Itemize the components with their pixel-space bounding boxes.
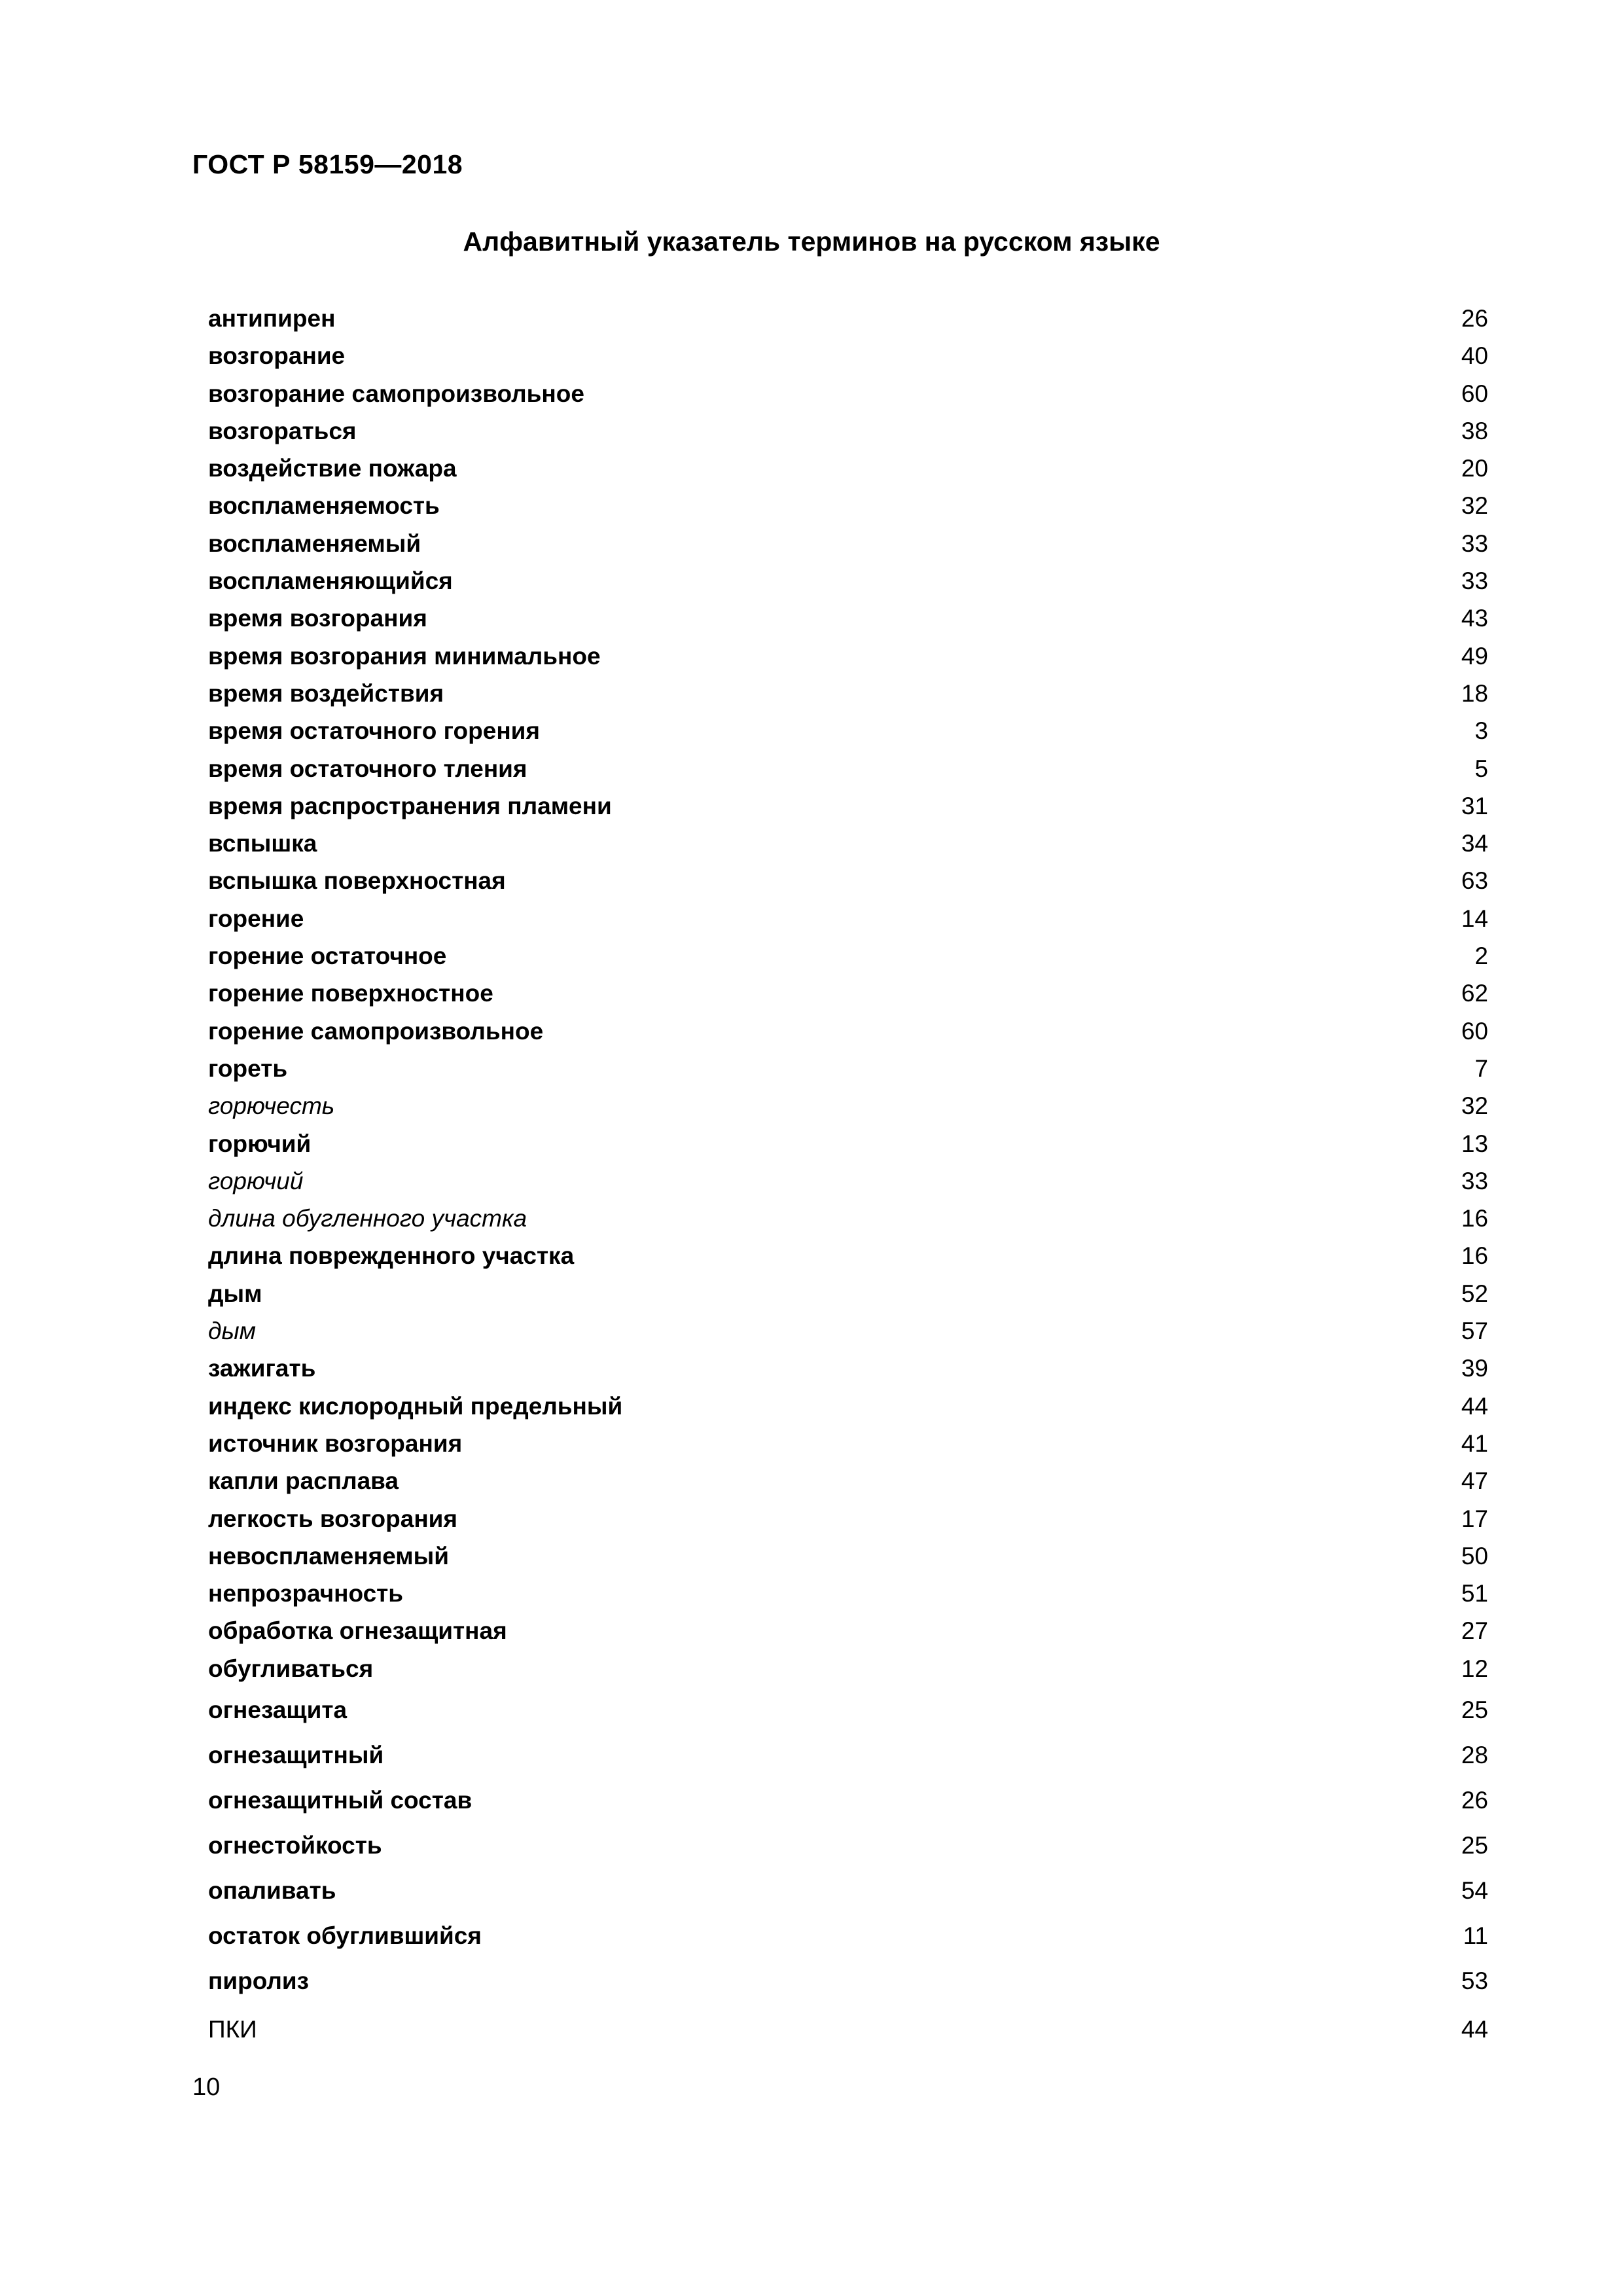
index-entry (208, 450, 1488, 487)
index-term: опаливать (208, 1876, 336, 1904)
index-entry (208, 937, 1488, 975)
index-term-reference: 60 (1461, 1017, 1488, 1045)
index-entry (208, 562, 1488, 600)
index-term-reference: 12 (1461, 1655, 1488, 1682)
index-entry (208, 1612, 1488, 1649)
index-term: вспышка поверхностная (208, 867, 506, 895)
index-term-reference: 44 (1461, 2015, 1488, 2043)
index-term: индекс кислородный предельный (208, 1392, 623, 1420)
index-entry (208, 750, 1488, 787)
index-term-reference: 27 (1461, 1617, 1488, 1645)
index-entry (208, 1823, 1488, 1868)
index-term: зажигать (208, 1355, 316, 1382)
index-term: огнезащитный (208, 1741, 384, 1768)
index-term: горючий (208, 1167, 304, 1194)
index-entry (208, 900, 1488, 937)
index-term-reference: 7 (1474, 1054, 1488, 1082)
index-entry (208, 1732, 1488, 1778)
index-term: горение поверхностное (208, 980, 493, 1007)
index-term: легкость возгорания (208, 1505, 458, 1532)
index-entry (208, 1125, 1488, 1162)
index-entry (208, 637, 1488, 675)
index-entry (208, 1575, 1488, 1612)
index-term: обугливаться (208, 1655, 374, 1682)
index-term-reference: 18 (1461, 679, 1488, 707)
index-term: капли расплава (208, 1467, 399, 1495)
index-term: время воздействия (208, 679, 444, 707)
index-term: гореть (208, 1054, 288, 1082)
index-term: возгорание самопроизвольное (208, 380, 584, 407)
page-number: 10 (192, 2073, 221, 2101)
index-term: антипирен (208, 305, 336, 332)
index-entry (208, 787, 1488, 825)
index-entry (208, 975, 1488, 1012)
index-term: горение остаточное (208, 942, 447, 970)
index-term: воспламеняемость (208, 492, 440, 520)
index-term-reference: 40 (1461, 342, 1488, 370)
index-term: невоспламеняемый (208, 1542, 449, 1570)
index-entry (208, 1500, 1488, 1537)
index-term: огнезащита (208, 1696, 348, 1723)
index-term: горючий (208, 1130, 312, 1157)
index-term-reference: 13 (1461, 1130, 1488, 1157)
index-term-reference: 41 (1461, 1429, 1488, 1457)
index-term-reference: 33 (1461, 1167, 1488, 1194)
index-term-reference: 28 (1461, 1741, 1488, 1768)
index-term-reference: 33 (1461, 529, 1488, 557)
index-entry (208, 1868, 1488, 1913)
index-term: горение (208, 905, 304, 932)
index-term-reference: 17 (1461, 1505, 1488, 1532)
index-term-reference: 44 (1461, 1392, 1488, 1420)
index-entry (208, 712, 1488, 749)
term-index-list (208, 300, 1488, 2056)
index-entry (208, 1312, 1488, 1350)
index-term-reference: 14 (1461, 905, 1488, 932)
index-term-reference: 38 (1461, 417, 1488, 444)
index-term: воспламеняющийся (208, 567, 453, 595)
index-term-reference: 62 (1461, 980, 1488, 1007)
index-entry (208, 1425, 1488, 1462)
index-term-reference: 49 (1461, 642, 1488, 670)
index-term: время возгорания минимальное (208, 642, 601, 670)
index-entry (208, 337, 1488, 374)
index-term: вспышка (208, 830, 317, 857)
index-term-reference: 26 (1461, 1786, 1488, 1814)
index-term-reference: 32 (1461, 1092, 1488, 1120)
index-term-reference: 25 (1461, 1831, 1488, 1859)
index-term-reference: 60 (1461, 380, 1488, 407)
index-term: источник возгорания (208, 1429, 463, 1457)
index-term: воспламеняемый (208, 529, 421, 557)
index-term-reference: 39 (1461, 1355, 1488, 1382)
index-term-reference: 25 (1461, 1696, 1488, 1723)
index-entry (208, 1162, 1488, 1200)
index-term-reference: 16 (1461, 1242, 1488, 1270)
index-term-reference: 34 (1461, 830, 1488, 857)
index-term-reference: 20 (1461, 455, 1488, 482)
index-term-reference: 26 (1461, 305, 1488, 332)
index-term: время возгорания (208, 605, 427, 632)
index-term: длина поврежденного участка (208, 1242, 575, 1270)
index-entry (208, 1537, 1488, 1575)
index-entry (208, 1388, 1488, 1425)
index-entry (208, 825, 1488, 862)
index-term-reference: 51 (1461, 1580, 1488, 1607)
index-entry (208, 2003, 1488, 2056)
index-term: время остаточного горения (208, 717, 540, 745)
index-entry (208, 1913, 1488, 1958)
index-term-reference: 47 (1461, 1467, 1488, 1495)
index-entry (208, 300, 1488, 337)
document-header-code: ГОСТ Р 58159—2018 (192, 149, 463, 179)
index-term: возгорание (208, 342, 346, 370)
index-term: воздействие пожара (208, 455, 457, 482)
index-term-reference: 53 (1461, 1967, 1488, 1994)
index-term-reference: 50 (1461, 1542, 1488, 1570)
index-term: обработка огнезащитная (208, 1617, 507, 1645)
index-entry (208, 525, 1488, 562)
index-term-reference: 32 (1461, 492, 1488, 520)
index-entry (208, 1687, 1488, 1732)
index-entry (208, 862, 1488, 899)
index-term: длина обугленного участка (208, 1205, 527, 1232)
index-entry (208, 375, 1488, 412)
index-entry (208, 1350, 1488, 1387)
index-entry (208, 1958, 1488, 2003)
index-term-reference: 5 (1474, 755, 1488, 782)
index-entry (208, 1275, 1488, 1312)
index-term-reference: 31 (1461, 792, 1488, 819)
index-term: огнестойкость (208, 1831, 382, 1859)
index-term: дым (208, 1280, 262, 1307)
index-entry (208, 1087, 1488, 1124)
index-term: ПКИ (208, 2015, 257, 2043)
index-entry (208, 675, 1488, 712)
index-term: остаток обуглившийся (208, 1922, 482, 1949)
index-term-reference: 2 (1474, 942, 1488, 970)
index-entry (208, 1650, 1488, 1687)
index-entry (208, 412, 1488, 450)
index-term: время остаточного тления (208, 755, 527, 782)
index-entry (208, 600, 1488, 637)
index-term: горючесть (208, 1092, 335, 1120)
index-term: огнезащитный состав (208, 1786, 473, 1814)
index-entry (208, 1462, 1488, 1499)
index-term-reference: 16 (1461, 1205, 1488, 1232)
index-entry (208, 487, 1488, 524)
index-term-reference: 33 (1461, 567, 1488, 595)
index-term-reference: 57 (1461, 1318, 1488, 1345)
index-term-reference: 63 (1461, 867, 1488, 895)
index-entry (208, 1237, 1488, 1274)
index-term: дым (208, 1318, 257, 1345)
index-term-reference: 3 (1474, 717, 1488, 745)
index-entry (208, 1778, 1488, 1823)
index-term: пиролиз (208, 1967, 310, 1994)
index-term-reference: 54 (1461, 1876, 1488, 1904)
index-title: Алфавитный указатель терминов на русском языке (463, 226, 1160, 257)
index-term: время распространения пламени (208, 792, 612, 819)
index-term: возгораться (208, 417, 357, 444)
index-term-reference: 52 (1461, 1280, 1488, 1307)
index-term: горение самопроизвольное (208, 1017, 544, 1045)
index-term-reference: 43 (1461, 605, 1488, 632)
index-term: непрозрачность (208, 1580, 404, 1607)
index-term-reference: 11 (1463, 1922, 1488, 1949)
index-entry (208, 1050, 1488, 1087)
index-entry (208, 1200, 1488, 1237)
index-entry (208, 1013, 1488, 1050)
